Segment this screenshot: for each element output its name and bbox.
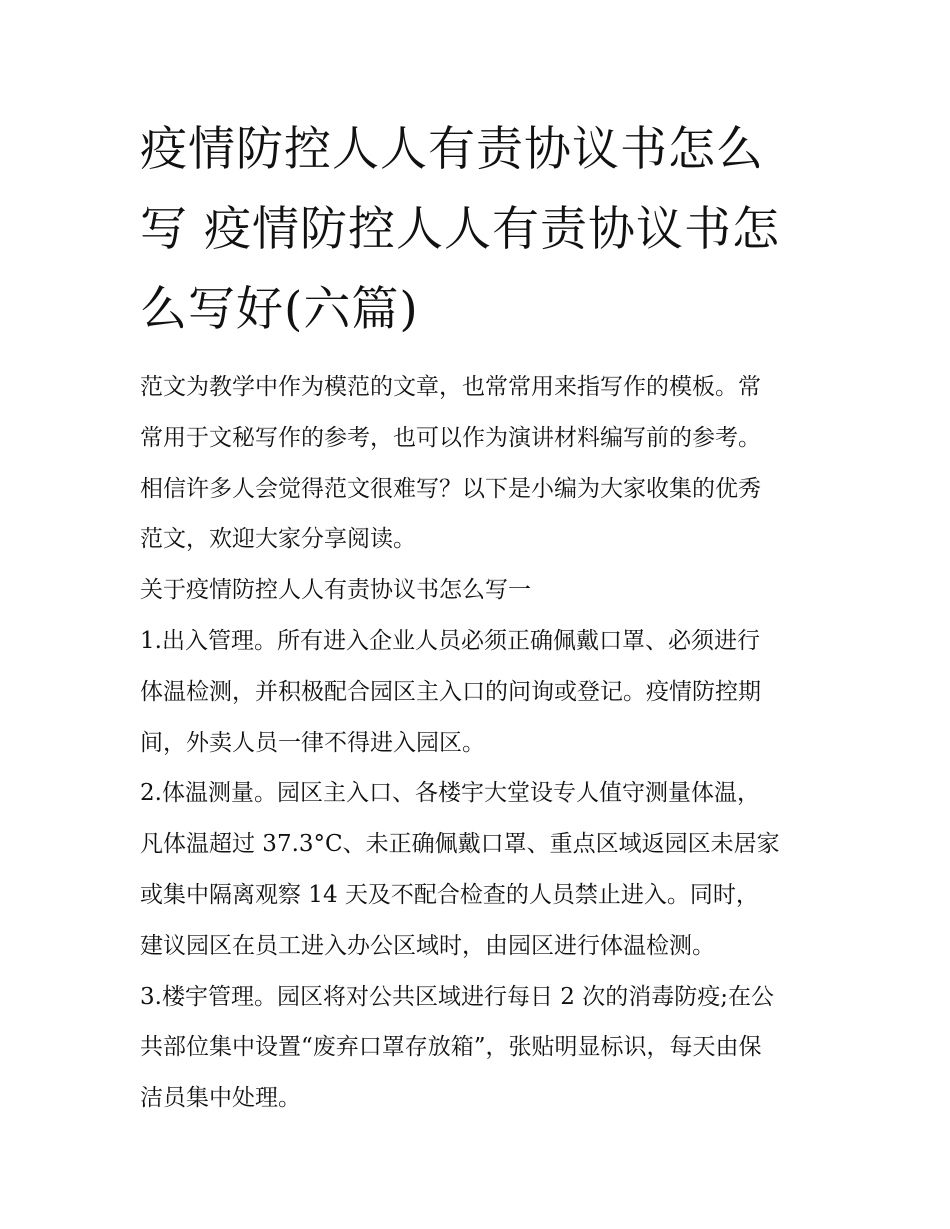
text-line: 3.楼宇管理。园区将对公共区域进行每日 2 次的消毒防疫;在公	[140, 983, 774, 1010]
item-2-paragraph	[140, 768, 820, 971]
text-line: 范文，欢迎大家分享阅读。	[140, 526, 416, 553]
text-line: 间，外卖人员一律不得进入园区。	[140, 729, 485, 756]
document-title	[140, 110, 820, 350]
text-line: 洁员集中处理。	[140, 1085, 301, 1112]
text-line: 范文为教学中作为模范的文章，也常常用来指写作的模板。常	[140, 374, 761, 400]
text-line: 凡体温超过 37.3°C、未正确佩戴口罩、重点区域返园区未居家	[140, 831, 780, 858]
item-3-paragraph	[140, 972, 820, 1124]
text-line: 建议园区在员工进入办公区域时，由园区进行体温检测。	[140, 932, 715, 959]
text-line: 关于疫情防控人人有责协议书怎么写一	[140, 577, 531, 604]
title-line: 疫情防控人人有责协议书怎么	[140, 122, 764, 177]
text-line: 相信许多人会觉得范文很难写？以下是小编为大家收集的优秀	[140, 475, 761, 502]
text-line: 或集中隔离观察 14 天及不配合检查的人员禁止进入。同时，	[140, 881, 759, 908]
text-line: 常用于文秘写作的参考，也可以作为演讲材料编写前的参考。	[140, 424, 761, 451]
text-line: 共部位集中设置“废弃口罩存放箱”，张贴明显标识，每天由保	[140, 1034, 762, 1061]
document-page	[140, 110, 820, 1124]
title-line: 么写好(六篇)	[140, 282, 419, 337]
text-line: 1.出入管理。所有进入企业人员必须正确佩戴口罩、必须进行	[140, 627, 760, 654]
title-line: 写 疫情防控人人有责协议书怎	[140, 202, 780, 257]
intro-paragraph	[140, 362, 820, 565]
text-line: 2.体温测量。园区主入口、各楼宇大堂设专人值守测量体温，	[140, 780, 760, 807]
text-line: 体温检测，并积极配合园区主入口的问询或登记。疫情防控期	[140, 678, 761, 705]
item-1-paragraph	[140, 616, 820, 768]
section-heading	[140, 565, 820, 616]
